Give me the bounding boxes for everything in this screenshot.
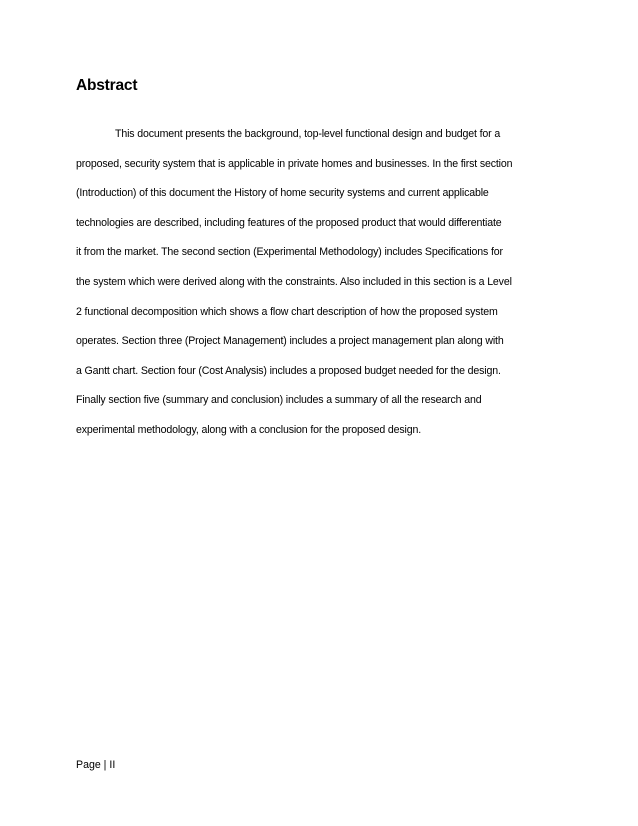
abstract-line: This document presents the background, top-level functional design and budget for a (115, 128, 501, 140)
abstract-body (76, 120, 576, 446)
abstract-line: Finally section five (summary and conclusion) includes a summary of all the research and (76, 394, 482, 407)
abstract-line: it from the market. The second section (Experimental Methodology) includes Specifications for (76, 246, 503, 259)
abstract-line: the system which were derived along with the constraints. Also included in this section is a Level (76, 275, 512, 288)
page-footer: Page | II (76, 759, 116, 771)
abstract-line: a Gantt chart. Section four (Cost Analysis) includes a proposed budget needed for the design. (76, 364, 501, 377)
abstract-line: technologies are described, including features of the proposed product that would differentiate (76, 216, 502, 229)
abstract-heading: Abstract (76, 77, 138, 94)
abstract-line: experimental methodology, along with a conclusion for the proposed design. (76, 423, 421, 436)
abstract-line: operates. Section three (Project Management) includes a project management plan along with (76, 335, 504, 348)
abstract-line: (Introduction) of this document the History of home security systems and current applicable (76, 187, 489, 200)
abstract-line: 2 functional decomposition which shows a flow chart description of how the proposed system (76, 305, 498, 318)
abstract-line: proposed, security system that is applicable in private homes and businesses. In the first section (76, 157, 513, 170)
